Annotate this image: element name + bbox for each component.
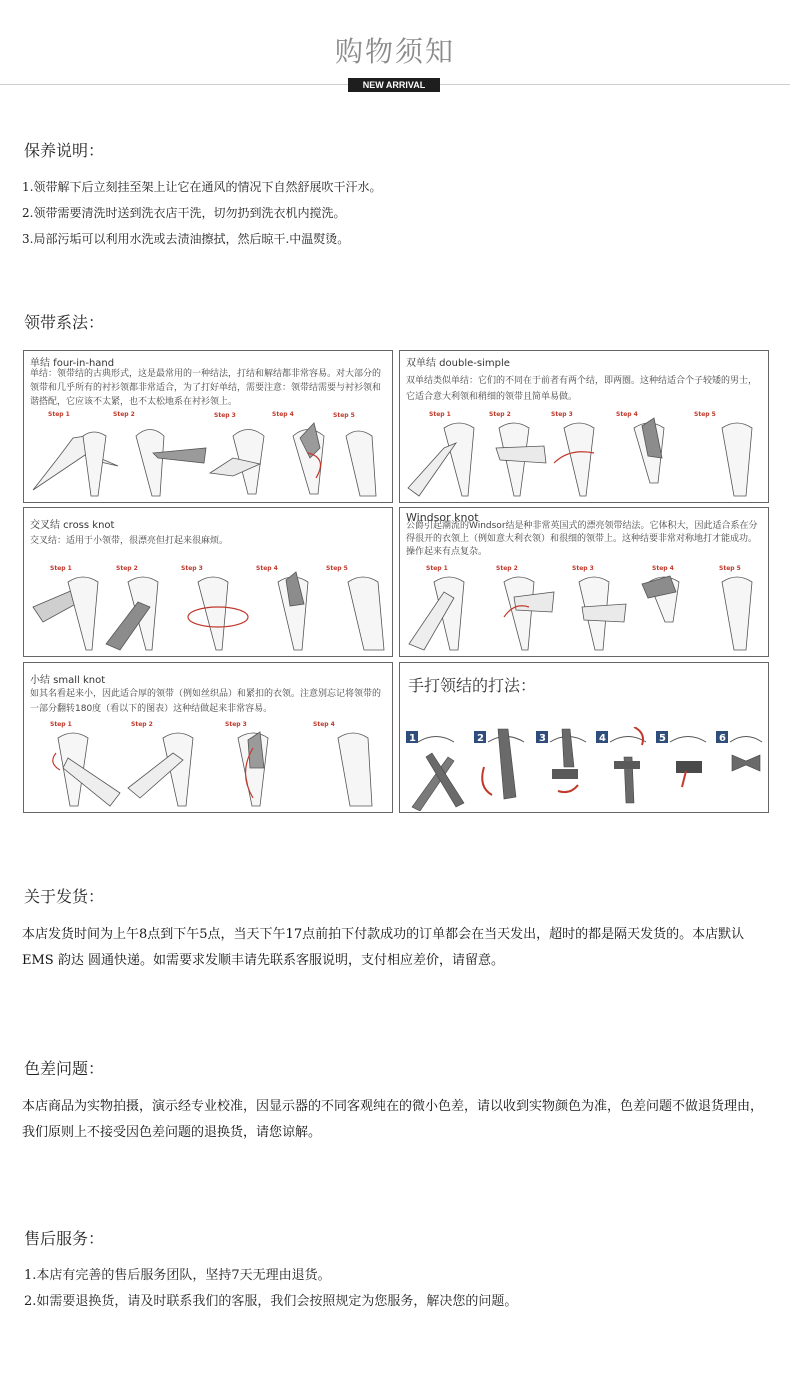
step-label: Step 1 — [429, 411, 451, 418]
knot-panel-windsor — [399, 507, 769, 657]
knot-panel-desc: 公爵引起潮流的Windsor结是种非常英国式的漂亮领带结法。它体积大，因此适合系在分得很开的衣领上（例如意大利衣领）和很细的领带上。这种结要非常对称地打才能成功。操作起来有点复杂。 — [406, 521, 758, 557]
step-label: Step 5 — [326, 565, 348, 572]
bowtie-step-number: 2 — [477, 733, 484, 744]
knot-steps-illustration — [404, 408, 764, 500]
tie-step-3 — [582, 604, 626, 622]
color-heading: 色差问题： — [24, 1059, 105, 1078]
bowtie-strap — [562, 729, 574, 767]
step-label: Step 3 — [551, 411, 573, 418]
care-heading: 保养说明： — [24, 141, 105, 160]
knot-panel-desc: 如其名看起来小，因此适合厚的领带（例如丝织品）和紧扣的衣领。注意别忘记将领带的一部分翻转180度（看以下的图表）这种结做起来非常容易。 — [30, 689, 382, 714]
knot-panel-desc: 交叉结：适用于小领带，很漂亮但打起来很麻烦。 — [30, 536, 229, 546]
knot-panel-double-simple — [399, 350, 769, 503]
bowtie-knot — [614, 761, 640, 769]
step-label: Step 2 — [131, 721, 153, 728]
tie-step-5 — [722, 577, 752, 650]
step-label: Step 1 — [48, 411, 70, 418]
tie-step-2 — [504, 577, 534, 650]
arrow-icon — [482, 767, 492, 795]
tie-step-3 — [564, 423, 594, 496]
step-label: Step 2 — [489, 411, 511, 418]
knot-panel-title: 小结 small knot — [30, 675, 106, 686]
tie-step-2 — [136, 430, 164, 497]
knot-steps-illustration — [404, 562, 764, 654]
tie-step-1 — [408, 443, 456, 496]
step-label: Step 3 — [225, 721, 247, 728]
tie-step-4 — [338, 733, 372, 806]
knot-panel-title: Windsor knot — [406, 511, 479, 524]
step-label: Step 4 — [272, 411, 294, 418]
step-label: Step 1 — [50, 565, 72, 572]
step-label: Step 4 — [652, 565, 674, 572]
bowtie-knot — [552, 769, 578, 779]
knot-panel-desc: 单结：领带结的古典形式，这是最常用的一种结法，打结和解结都非常容易。对大部分的领带和几乎所有的衬衫领都非常适合，为了打好单结，需要注意：领带结需要与衬衫领和谐搭配，它应该不太紧，也不太松地系在衬衫领上。 — [30, 369, 382, 407]
knot-panel-title: 交叉结 cross knot — [30, 520, 115, 531]
care-list — [22, 174, 381, 252]
step-label: Step 4 — [616, 411, 638, 418]
knot-panel-small-knot — [23, 662, 393, 813]
step-label: Step 1 — [50, 721, 72, 728]
shipping-heading: 关于发货： — [24, 887, 105, 906]
step-label: Step 3 — [572, 565, 594, 572]
bowtie-panel — [399, 662, 769, 813]
step-label: Step 2 — [496, 565, 518, 572]
arrow-icon — [682, 771, 686, 787]
bowtie-knot — [676, 761, 702, 773]
shipping-text: 本店发货时间为上午8点到下午5点，当天下午17点前拍下付款成功的订单都会在当天发出，超时的都是隔天发货的。本店默认EMS 韵达 圆通快递。如需要求发顺丰请先联系客服说明，支付相应差价，请留意。 — [22, 927, 745, 968]
tie-step-1 — [444, 423, 474, 496]
knot-steps-illustration — [28, 562, 388, 654]
new-arrival-badge: NEW ARRIVAL — [348, 78, 440, 92]
knot-panel-title: 双单结 double-simple — [406, 358, 510, 369]
knot-panel-title: 单结 four-in-hand — [30, 358, 115, 369]
care-item-1: 1.领带解下后立刻挂至架上让它在通风的情况下自然舒展吹干汗水。 — [22, 180, 382, 194]
arrow-icon — [634, 727, 643, 745]
after-sales-heading: 售后服务： — [24, 1229, 105, 1248]
tie-step-3 — [198, 577, 228, 650]
knot-panel-desc: 双单结类似单结：它们的不同在于前者有两个结，即两圈。这种结适合个子较矮的男士，它适合意大利领和稍细的领带且简单易做。 — [406, 376, 758, 402]
care-item-2: 2.领带需要清洗时送到洗衣店干洗，切勿扔到洗衣机内搅洗。 — [22, 206, 346, 220]
knots-heading: 领带系法： — [24, 313, 105, 332]
bowtie-step-number: 3 — [539, 733, 546, 744]
page-title: 购物须知 — [334, 35, 455, 68]
tie-step-1 — [83, 432, 106, 496]
bowtie-step-number: 5 — [659, 733, 666, 744]
bowtie-title: 手打领结的打法： — [408, 676, 537, 695]
arrow-icon — [558, 785, 578, 792]
knot-steps-illustration — [28, 408, 388, 500]
page-header — [0, 0, 790, 100]
step-label: Step 1 — [426, 565, 448, 572]
bowtie-step-number: 6 — [719, 733, 726, 744]
after-sales-item-1: 1.本店有完善的售后服务团队，坚持7天无理由退货。 — [24, 1268, 331, 1283]
tie-step-2 — [496, 446, 546, 463]
tie-step-5 — [722, 423, 752, 496]
step-label: Step 2 — [113, 411, 135, 418]
step-label: Step 4 — [313, 721, 335, 728]
step-label: Step 2 — [116, 565, 138, 572]
step-label: Step 4 — [256, 565, 278, 572]
knot-steps-illustration — [28, 718, 388, 810]
tie-step-5 — [346, 431, 376, 496]
step-label: Step 5 — [694, 411, 716, 418]
tie-step-1 — [68, 577, 98, 650]
knot-panel-four-in-hand — [23, 350, 393, 503]
bowtie-step-number: 1 — [409, 733, 416, 744]
bowtie-steps-illustration — [404, 727, 764, 811]
knot-panel-cross-knot — [23, 507, 393, 657]
bowtie-step-number: 4 — [599, 733, 606, 744]
color-text: 本店商品为实物拍摄，演示经专业校准，因显示器的不同客观纯在的微小色差，请以收到实物颜色为准，色差问题不做退货理由，我们原则上不接受因色差问题的退换货，请您谅解。 — [22, 1099, 764, 1140]
step-label: Step 3 — [181, 565, 203, 572]
arrow-icon — [53, 753, 60, 770]
step-label: Step 5 — [719, 565, 741, 572]
after-sales-item-2: 2.如需要退换货，请及时联系我们的客服，我们会按照规定为您服务，解决您的问题。 — [24, 1294, 518, 1309]
bowtie-finished — [732, 755, 760, 771]
after-sales-list — [24, 1263, 517, 1315]
tie-step-5 — [348, 577, 384, 650]
step-label: Step 3 — [214, 412, 236, 419]
care-item-3: 3.局部污垢可以利用水洗或去渍油擦拭，然后晾干.中温熨烫。 — [22, 232, 350, 246]
step-label: Step 5 — [333, 412, 355, 419]
bowtie-strap — [498, 729, 516, 799]
